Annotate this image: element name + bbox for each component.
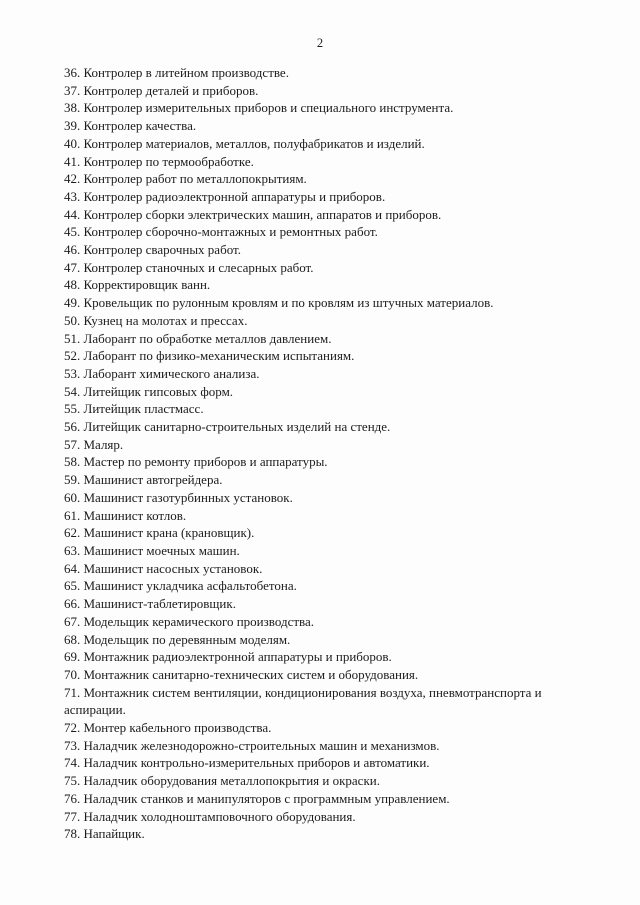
list-item: 41. Контролер по термообработке. [64, 153, 254, 169]
list-item: 73. Наладчик железнодорожно-строительных машин и механизмов. [64, 737, 440, 753]
list-item: 36. Контролер в литейном производстве. [64, 65, 289, 80]
list-item: 40. Контролер материалов, металлов, полуфабрикатов и изделий. [64, 135, 425, 151]
list-item: 37. Контролер деталей и приборов. [64, 82, 259, 98]
list-item: 54. Литейщик гипсовых форм. [64, 383, 234, 399]
list-item: 58. Мастер по ремонту приборов и аппаратуры. [64, 454, 328, 470]
list-item: 70. Монтажник санитарно-технических систем и оборудования. [64, 666, 419, 682]
list-item: 74. Наладчик контрольно-измерительных приборов и автоматики. [64, 755, 430, 771]
list-item: 61. Машинист котлов. [64, 507, 187, 523]
list-item: 45. Контролер сборочно-монтажных и ремонтных работ. [64, 224, 378, 240]
list-item: 72. Монтер кабельного производства. [64, 720, 272, 736]
list-item: 52. Лаборант по физико-механическим испытаниям. [64, 348, 355, 364]
list-item: 57. Маляр. [64, 436, 124, 452]
list-item: 53. Лаборант химического анализа. [64, 365, 260, 381]
list-item: 51. Лаборант по обработке металлов давлением. [64, 330, 332, 346]
list-item: 39. Контролер качества. [64, 118, 197, 134]
list-item: 43. Контролер радиоэлектронной аппаратуры и приборов. [64, 188, 386, 204]
list-item: 69. Монтажник радиоэлектронной аппаратуры и приборов. [64, 649, 392, 665]
list-item: 64. Машинист насосных установок. [64, 560, 263, 576]
list-item: 75. Наладчик оборудования металлопокрытия и окраски. [64, 773, 380, 789]
list-item: 62. Машинист крана (крановщик). [64, 525, 255, 541]
list-item: 50. Кузнец на молотах и прессах. [64, 312, 248, 328]
list-item: 48. Корректировщик ванн. [64, 277, 211, 293]
profession-list [64, 64, 579, 843]
list-item: 77. Наладчик холодноштамповочного оборудования. [64, 808, 356, 824]
list-item: 60. Машинист газотурбинных установок. [64, 489, 293, 505]
list-item: 68. Модельщик по деревянным моделям. [64, 631, 291, 647]
list-item: 76. Наладчик станков и манипуляторов с программным управлением. [64, 790, 450, 806]
list-item: 63. Машинист моечных машин. [64, 542, 240, 558]
page-number: 2 [316, 36, 324, 50]
list-item: 59. Машинист автогрейдера. [64, 472, 223, 488]
list-item: 44. Контролер сборки электрических машин, аппаратов и приборов. [64, 206, 442, 222]
list-item: 67. Модельщик керамического производства. [64, 613, 315, 629]
list-item: 38. Контролер измерительных приборов и специального инструмента. [64, 100, 454, 116]
list-item: 42. Контролер работ по металлопокрытиям. [64, 171, 307, 187]
list-item: 55. Литейщик пластмасс. [64, 401, 204, 417]
list-item: 49. Кровельщик по рулонным кровлям и по кровлям из штучных материалов. [64, 295, 494, 311]
list-item: 46. Контролер сварочных работ. [64, 242, 241, 258]
list-item: 56. Литейщик санитарно-строительных изделий на стенде. [64, 419, 391, 435]
list-item: 66. Машинист-таблетировщик. [64, 596, 236, 612]
list-item: 71. Монтажник систем вентиляции, кондиционирования воздуха, пневмотранспорта и аспирации. [64, 684, 542, 718]
list-item: 65. Машинист укладчика асфальтобетона. [64, 578, 297, 594]
list-item: 78. Напайщик. [64, 826, 145, 842]
list-item: 47. Контролер станочных и слесарных работ. [64, 259, 314, 275]
